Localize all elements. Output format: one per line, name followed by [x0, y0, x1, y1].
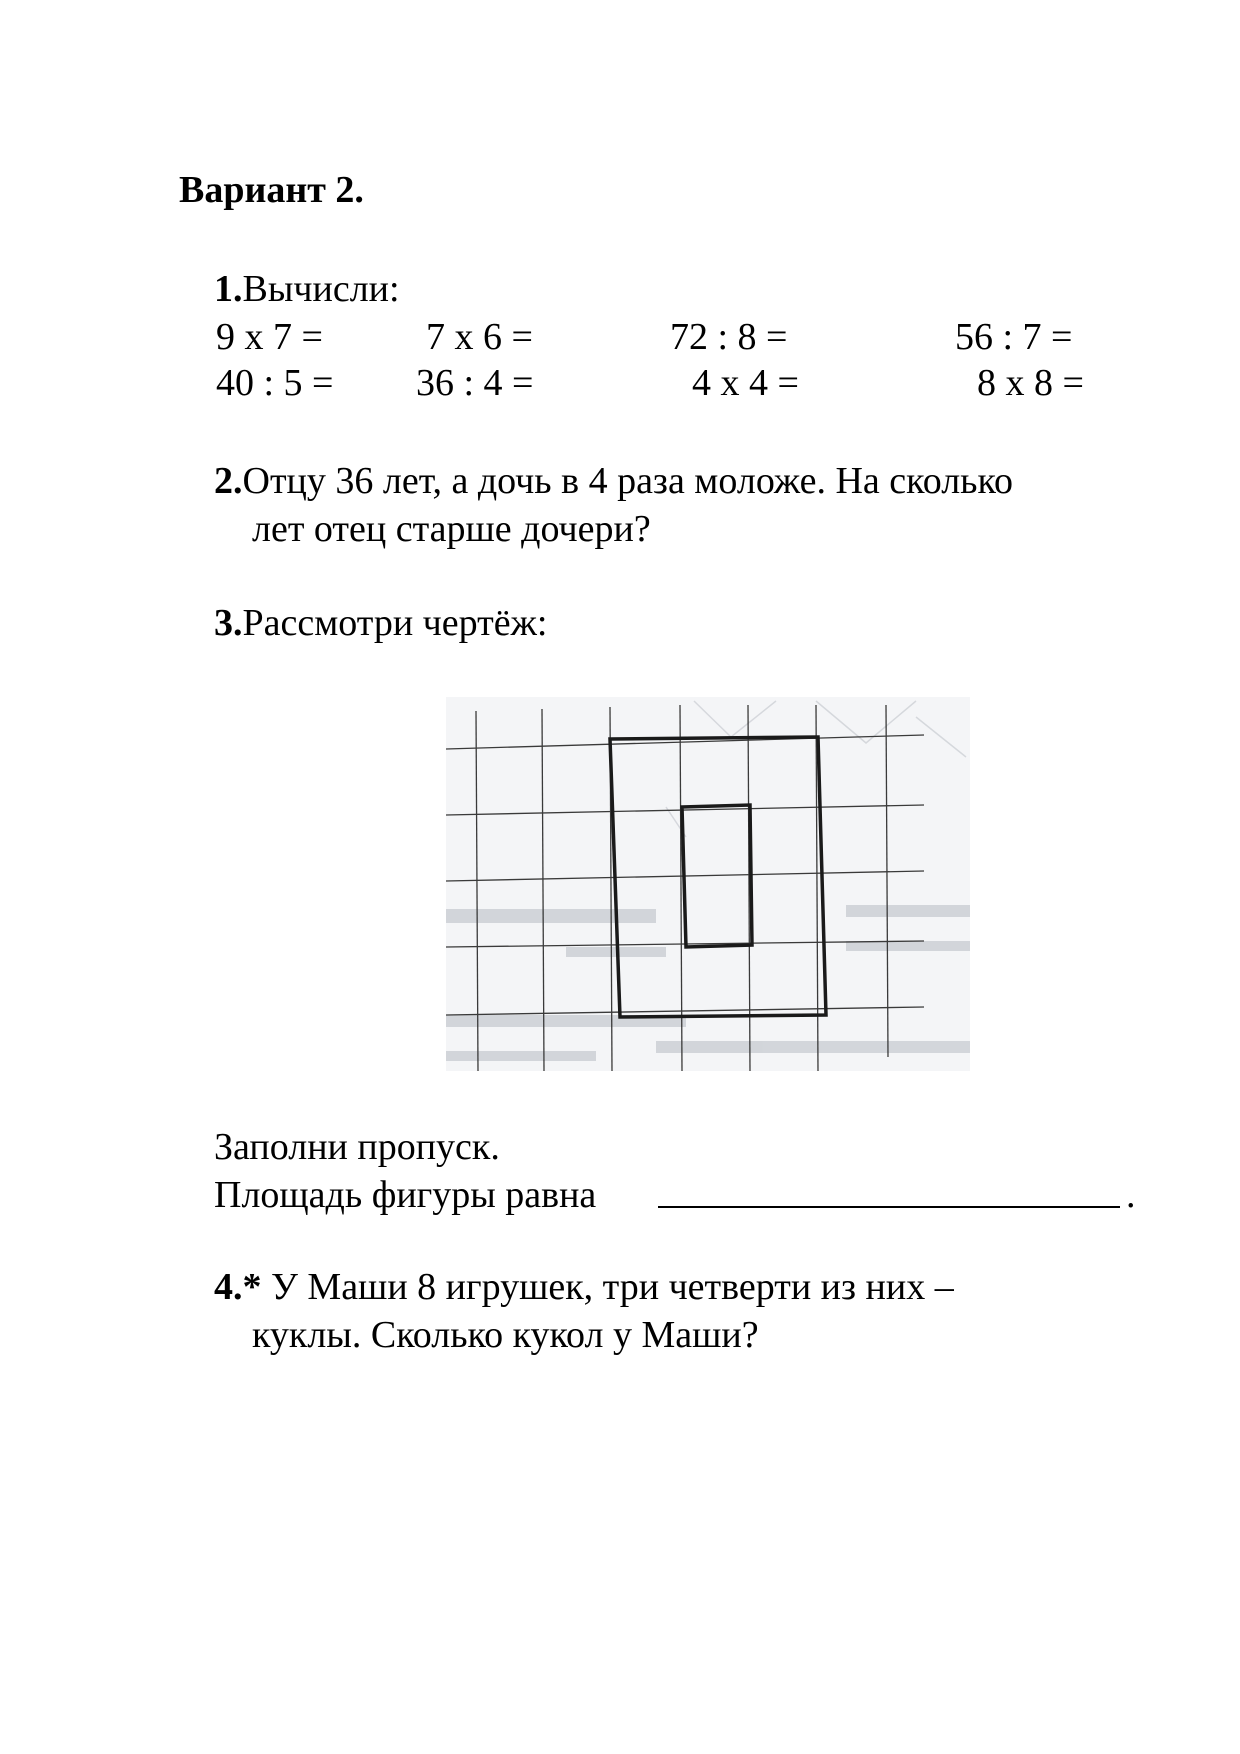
task3-heading: [214, 604, 547, 642]
task3-answer-label: Площадь фигуры равна: [214, 1174, 597, 1216]
task4-number: 4.: [214, 1266, 243, 1308]
task1-expr-2-4: 8 x 8 =: [977, 362, 1084, 404]
task1-heading: [214, 270, 400, 308]
task3-fill-label: Заполни пропуск.: [214, 1126, 500, 1168]
answer-blank[interactable]: [658, 1206, 1120, 1208]
task1-expr-2-2: 36 : 4 =: [416, 362, 534, 404]
task1-expr-2-3: 4 x 4 =: [692, 362, 799, 404]
task1-expr-1-2: 7 x 6 =: [426, 316, 533, 358]
task2-number: 2.: [214, 460, 243, 502]
task2-text-1: Отцу 36 лет, а дочь в 4 раза моложе. На сколько: [242, 460, 1014, 502]
task3-prompt: Рассмотри чертёж:: [242, 602, 548, 644]
page-title: Вариант 2.: [179, 169, 364, 211]
task1-number: 1.: [214, 268, 243, 310]
task2-line1: [214, 462, 1013, 500]
task1-expr-1-1: 9 x 7 =: [216, 316, 323, 358]
task4-star: *: [242, 1266, 262, 1308]
task4-line1: [214, 1268, 954, 1306]
task1-expr-1-3: 72 : 8 =: [670, 316, 788, 358]
task3-answer-end: .: [1126, 1174, 1136, 1216]
task1-prompt: Вычисли:: [242, 268, 400, 310]
task1-expr-1-4: 56 : 7 =: [955, 316, 1073, 358]
task2-text-2: лет отец старше дочери?: [252, 508, 651, 550]
task4-text-2: куклы. Сколько кукол у Маши?: [252, 1314, 759, 1356]
task1-expr-2-1: 40 : 5 =: [216, 362, 334, 404]
task3-number: 3.: [214, 602, 243, 644]
grid-drawing: [446, 697, 970, 1071]
grid-drawing-svg: [446, 697, 970, 1071]
task4-text-1: У Маши 8 игрушек, три четверти из них –: [271, 1266, 954, 1308]
